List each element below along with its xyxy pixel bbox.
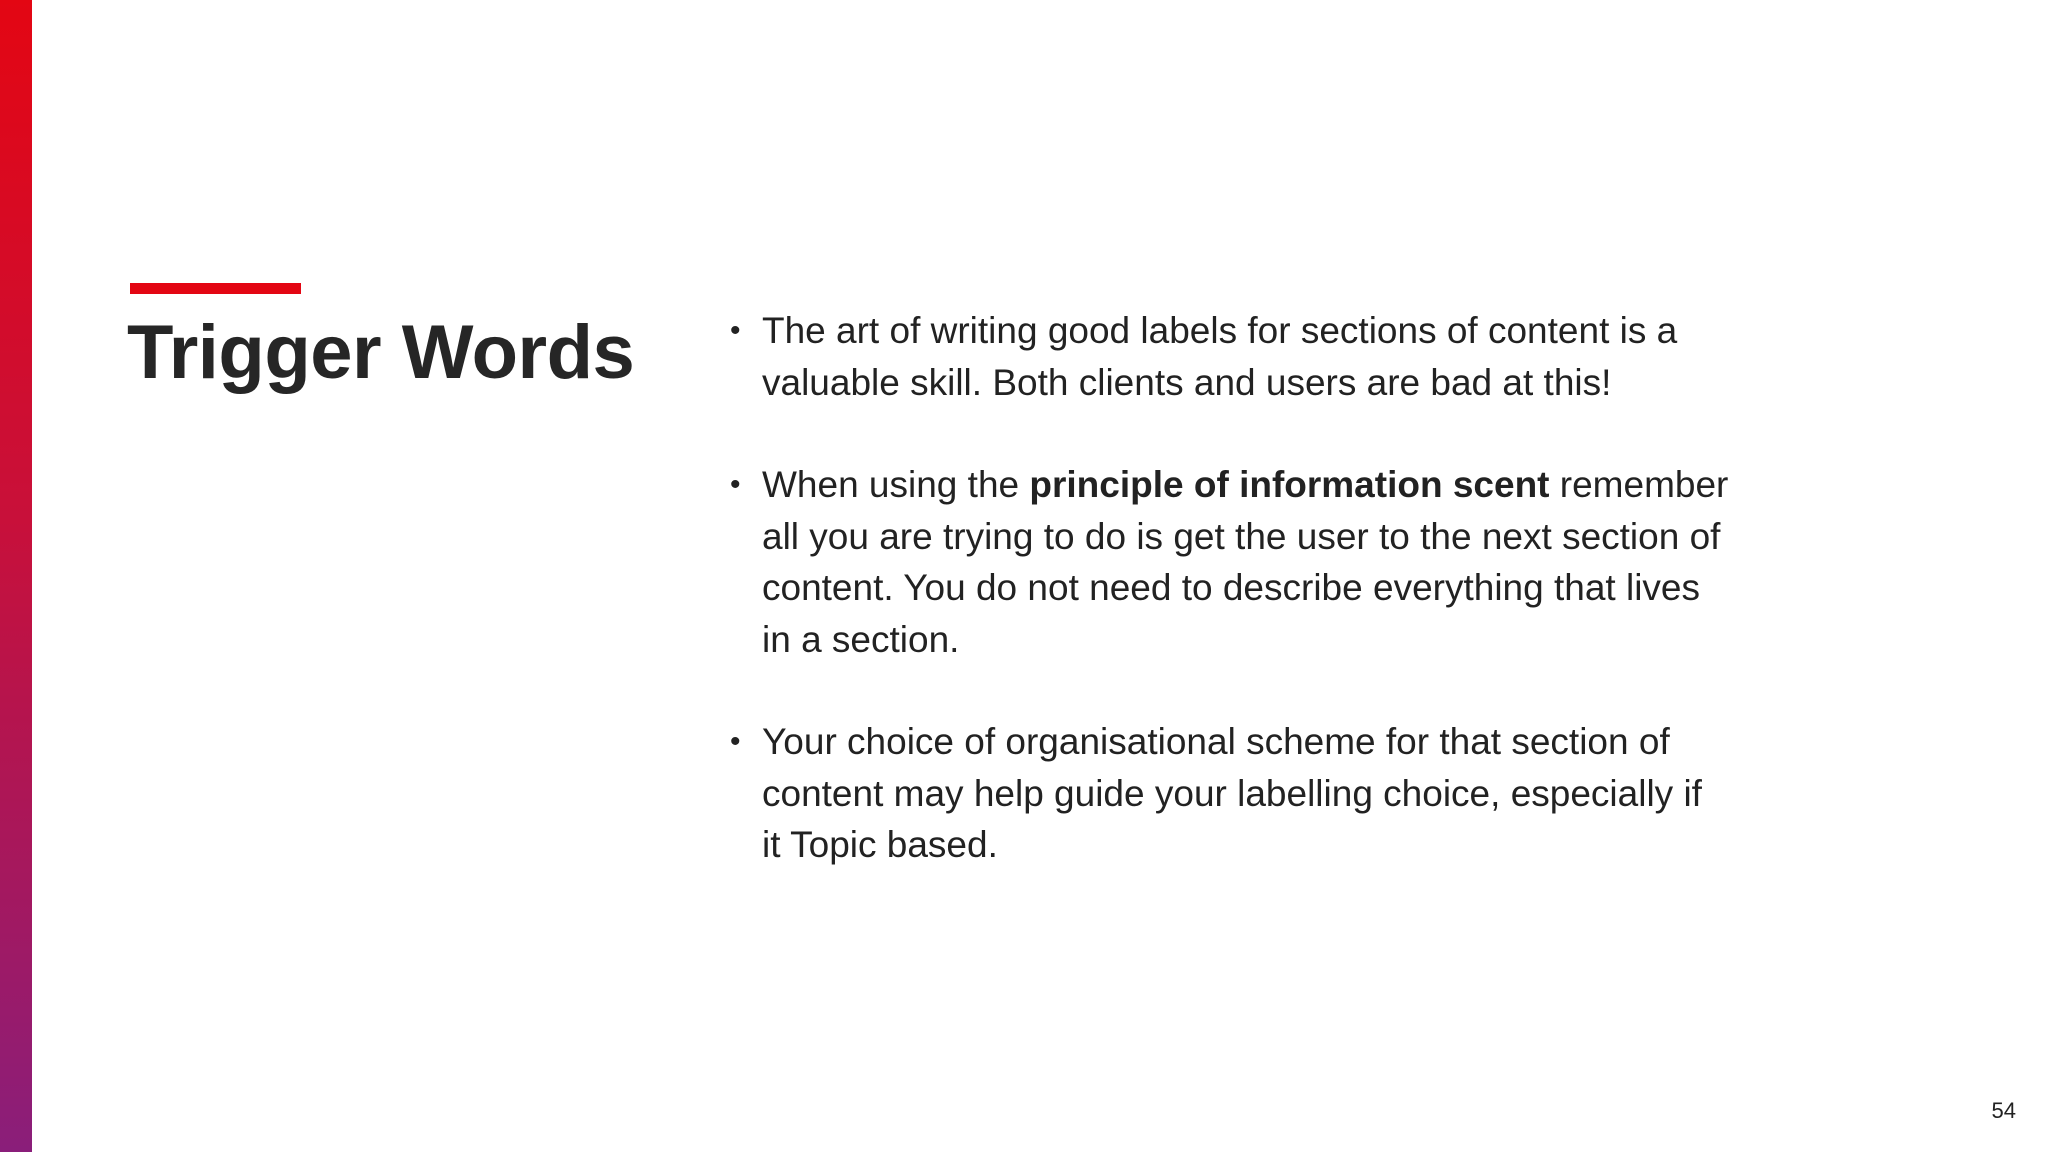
bullet-dot-icon: • (730, 314, 741, 347)
bullet-dot-icon: • (730, 468, 741, 501)
bullet-dot-icon: • (730, 725, 741, 758)
bullet-text-2-suffix: remember all you are trying to do is get the user to the next section of content. You do not need to describe everything that lives in a section. (762, 464, 1729, 660)
bullet-list (730, 305, 1730, 922)
gradient-side-bar (0, 0, 32, 1152)
bullet-text-3: Your choice of organisational scheme for that section of content may help guide your labelling choice, especially if it Topic based. (762, 721, 1702, 865)
bullet-text-2-prefix: When using the (762, 464, 1030, 505)
page-number: 54 (1991, 1098, 2016, 1123)
bullet-item-1 (730, 305, 1730, 408)
bullet-text-2 (762, 464, 1728, 660)
title-accent-line (130, 283, 301, 294)
bullet-text-1: The art of writing good labels for sections of content is a valuable skill. Both clients and users are bad at this! (762, 310, 1678, 403)
slide-title: Trigger Words (127, 310, 635, 395)
bullet-item-3 (730, 716, 1730, 871)
bullet-item-2 (730, 459, 1730, 665)
bullet-text-2-bold: principle of information scent (1029, 464, 1550, 505)
